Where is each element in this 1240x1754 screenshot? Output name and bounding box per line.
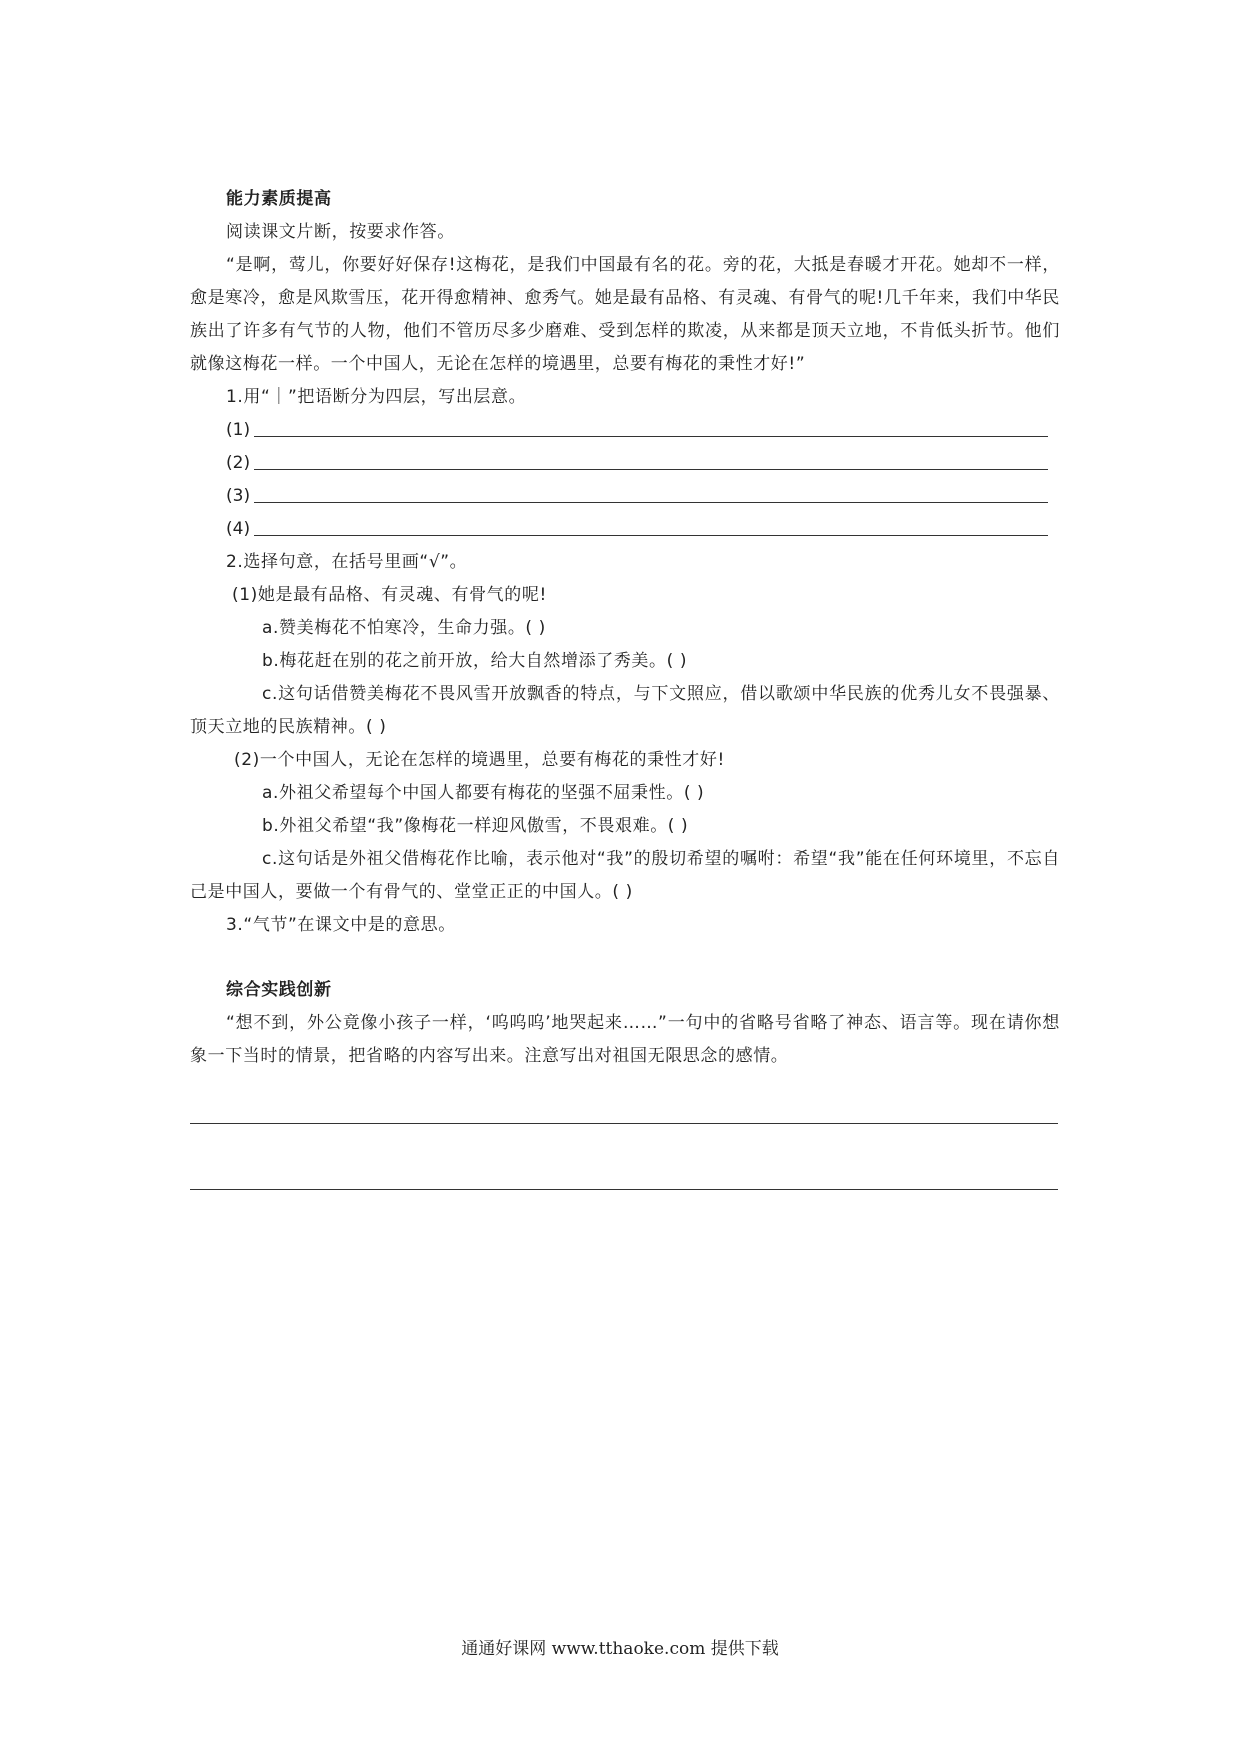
practice-passage: “想不到，外公竟像小孩子一样，‘呜呜呜’地哭起来……”一句中的省略号省略了神态、语言等。现在请你想象一下当时的情景，把省略的内容写出来。注意写出对祖国无限思念的感情。: [190, 1013, 1060, 1066]
question-2-sentence-1: (1)她是最有品格、有灵魂、有骨气的呢!: [232, 585, 547, 605]
reading-instruction: 阅读课文片断，按要求作答。: [226, 222, 455, 242]
answer-line: [254, 469, 1048, 470]
reading-passage: “是啊，莺儿，你要好好保存!这梅花，是我们中国最有名的花。旁的花，大抵是春暖才开花。她却不一样，愈是寒冷，愈是风欺雪压，花开得愈精神、愈秀气。她是最有品格、有灵魂、有骨气的呢!几千年来，我们中华民族出了许多有气节的人物，他们不管历尽多少磨难、受到怎样的欺凌，从来都是顶天立地，不肯低头折节。他们就像这梅花一样。一个中国人，无论在怎样的境遇里，总要有梅花的秉性才好!”: [190, 255, 1060, 374]
question-3-prompt: 3.“气节”在课文中是的意思。: [226, 915, 456, 935]
option-2a[interactable]: a.外祖父希望每个中国人都要有梅花的坚强不屈秉性。( ): [262, 783, 705, 803]
blank-number: (2): [226, 453, 251, 473]
question-2-prompt: 2.选择句意，在括号里画“√”。: [226, 552, 468, 572]
footer-credit: 通通好课网 www.tthaoke.com 提供下载: [461, 1639, 779, 1659]
question-2-sentence-2: (2)一个中国人，无论在怎样的境遇里，总要有梅花的秉性才好!: [234, 750, 725, 770]
question-1-prompt: 1.用“｜”把语断分为四层，写出层意。: [226, 387, 527, 407]
writing-answer-line[interactable]: [190, 1189, 1058, 1190]
section-heading-practice: 综合实践创新: [226, 980, 332, 1000]
blank-number: (3): [226, 486, 251, 506]
answer-line: [254, 535, 1048, 536]
section-heading-ability: 能力素质提高: [226, 189, 332, 209]
writing-answer-line[interactable]: [190, 1123, 1058, 1124]
option-2c[interactable]: c.这句话是外祖父借梅花作比喻，表示他对“我”的殷切希望的嘱咐：希望“我”能在任何环境里，不忘自己是中国人，要做一个有骨气的、堂堂正正的中国人。( ): [190, 849, 1060, 902]
blank-number: (4): [226, 519, 251, 539]
option-2b[interactable]: b.外祖父希望“我”像梅花一样迎风傲雪，不畏艰难。( ): [262, 816, 689, 836]
answer-line: [254, 502, 1048, 503]
blank-number: (1): [226, 420, 251, 440]
answer-line: [254, 436, 1048, 437]
option-1c[interactable]: c.这句话借赞美梅花不畏风雪开放飘香的特点，与下文照应，借以歌颂中华民族的优秀儿女不畏强暴、顶天立地的民族精神。( ): [190, 684, 1060, 737]
option-1b[interactable]: b.梅花赶在别的花之前开放，给大自然增添了秀美。( ): [262, 651, 688, 671]
option-1a[interactable]: a.赞美梅花不怕寒冷，生命力强。( ): [262, 618, 546, 638]
